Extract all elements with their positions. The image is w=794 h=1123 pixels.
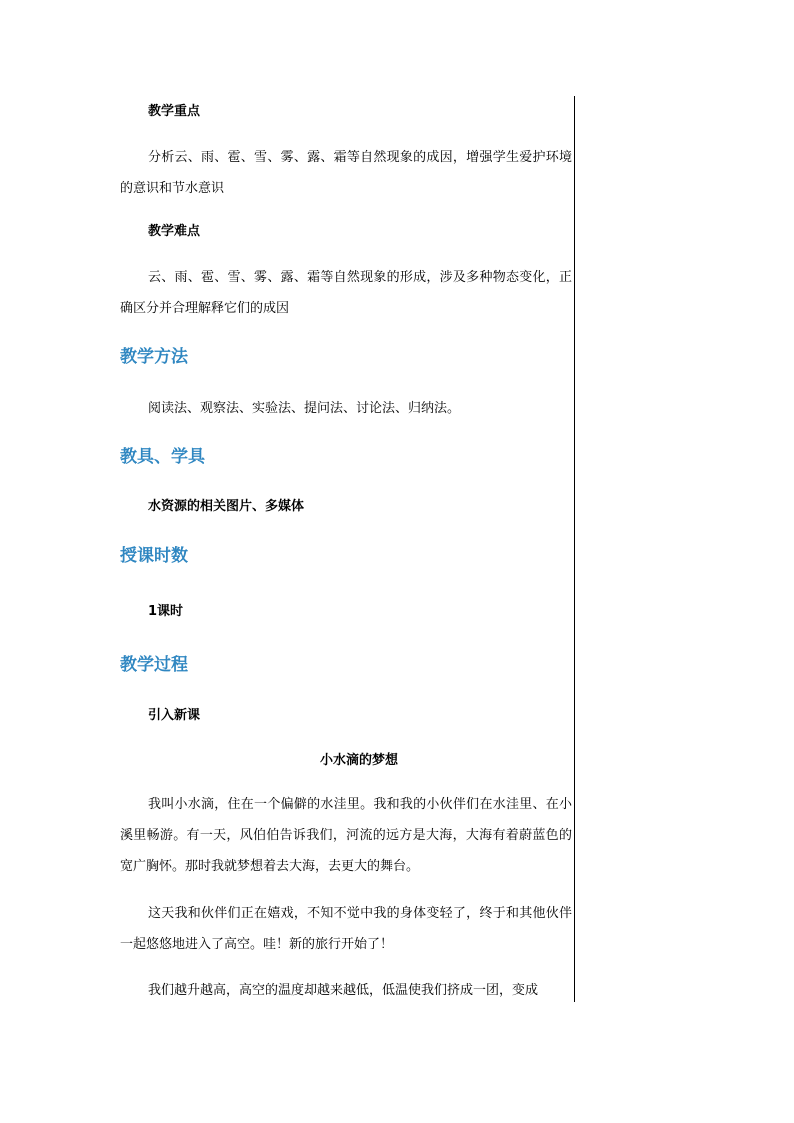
process-heading: 教学过程: [120, 655, 188, 675]
story-title: 小水滴的梦想: [319, 753, 398, 768]
focus-body: 分析云、雨、雹、雪、雾、露、霜等自然现象的成因，增强学生爱护环境的意识和节水意识: [120, 150, 572, 196]
right-margin-rule: [574, 96, 575, 1002]
difficulty-body: 云、雨、雹、雪、雾、露、霜等自然现象的形成，涉及多种物态变化，正确区分并合理解释它们的成因: [120, 270, 572, 316]
difficulty-title: 教学难点: [148, 224, 201, 239]
story-paragraph: 我叫小水滴，住在一个偏僻的水洼里。我和我的小伙伴们在水洼里、在小溪里畅游。有一天，风伯伯告诉我们，河流的远方是大海，大海有着蔚蓝色的宽广胸怀。那时我就梦想着去大海，去更大的舞台。: [120, 797, 572, 874]
story-paragraph: 这天我和伙伴们正在嬉戏，不知不觉中我的身体变轻了，终于和其他伙伴一起悠悠地进入了高空。哇！新的旅行开始了！: [120, 906, 572, 952]
methods-heading: 教学方法: [120, 347, 188, 367]
hours-heading: 授课时数: [120, 546, 188, 566]
methods-body: 阅读法、观察法、实验法、提问法、讨论法、归纳法。: [148, 401, 461, 416]
process-intro: 引入新课: [148, 708, 201, 723]
hours-body: 1课时: [148, 604, 184, 619]
tools-heading: 教具、学具: [120, 447, 205, 467]
story-paragraph: 我们越升越高，高空的温度却越来越低，低温使我们挤成一团，变成: [148, 983, 539, 998]
tools-body: 水资源的相关图片、多媒体: [148, 499, 305, 514]
focus-title: 教学重点: [148, 104, 201, 119]
